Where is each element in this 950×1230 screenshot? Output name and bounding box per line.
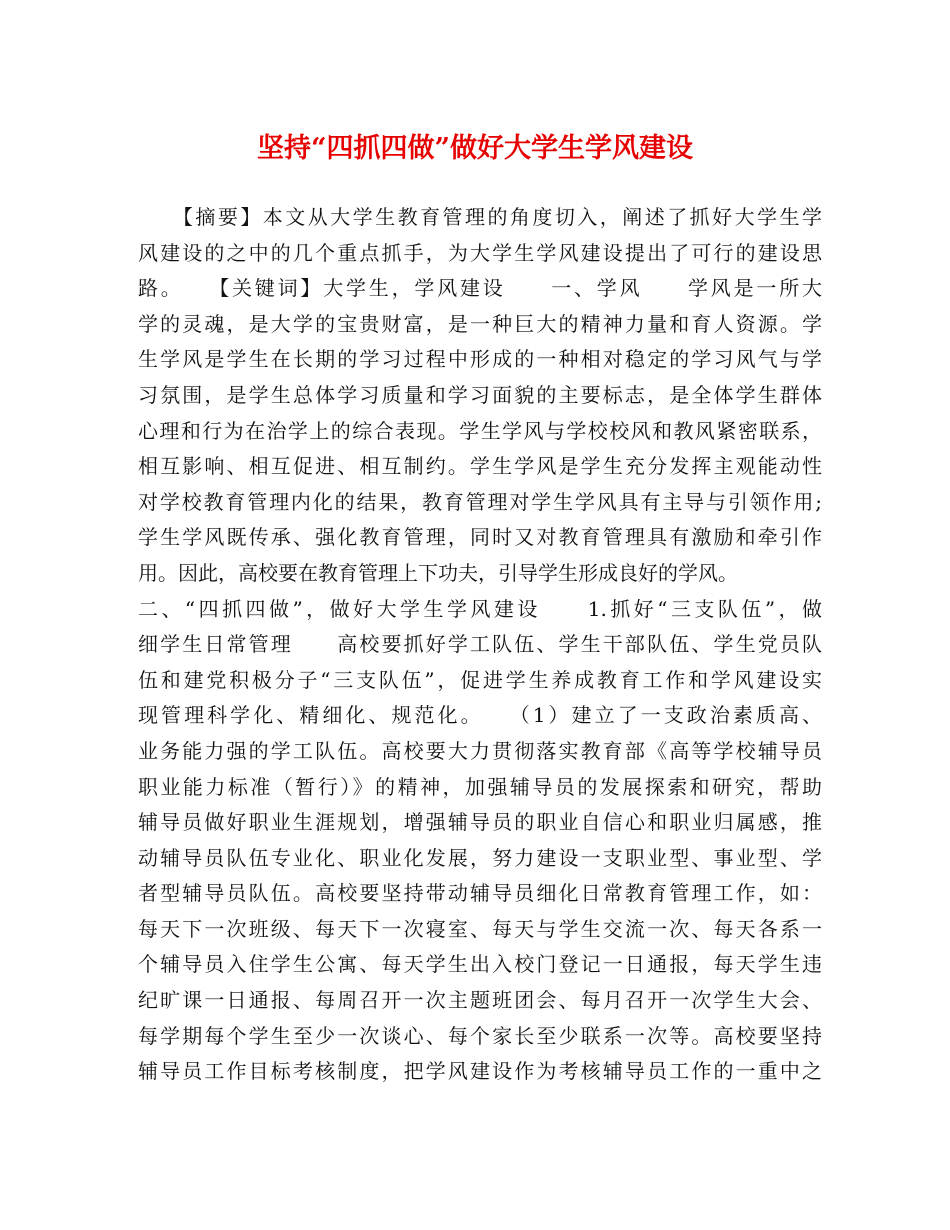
body-line: 生学风是学生在长期的学习过程中形成的一种相对稳定的学习风气与学 [138, 347, 822, 372]
body-line: 对学校教育管理内化的结果，教育管理对学生学风具有主导与引领作用; [138, 489, 822, 514]
body-line: 二、“四抓四做”，做好大学生学风建设 1.抓好“三支队伍”，做 [138, 596, 822, 621]
body-line: 风建设的之中的几个重点抓手，为大学生学风建设提出了可行的建设思 [138, 240, 822, 265]
body-line: 每天下一次班级、每天下一次寝室、每天与学生交流一次、每天各系一 [138, 916, 822, 941]
body-line: 心理和行为在治学上的综合表现。学生学风与学校校风和教风紧密联系， [138, 418, 822, 443]
body-line: 辅导员工作目标考核制度，把学风建设作为考核辅导员工作的一重中之 [138, 1059, 822, 1084]
body-line: 习氛围，是学生总体学习质量和学习面貌的主要标志，是全体学生群体 [138, 382, 822, 407]
body-line: 动辅导员队伍专业化、职业化发展，努力建设一支职业型、事业型、学 [138, 845, 822, 870]
body-line: 每学期每个学生至少一次谈心、每个家长至少联系一次等。高校要坚持 [138, 1023, 822, 1048]
body-line: 个辅导员入住学生公寓、每天学生出入校门登记一日通报，每天学生违 [138, 952, 822, 977]
body-line: 学生学风既传承、强化教育管理，同时又对教育管理具有激励和牵引作 [138, 525, 822, 550]
body-line: 路。 【关键词】大学生，学风建设 一、学风 学风是一所大 [138, 276, 822, 301]
body-line: 相互影响、相互促进、相互制约。学生学风是学生充分发挥主观能动性 [138, 454, 822, 479]
body-line: 用。因此，高校要在教育管理上下功夫，引导学生形成良好的学风。 [138, 560, 738, 585]
body-line: 纪旷课一日通报、每周召开一次主题班团会、每月召开一次学生大会、 [138, 988, 822, 1013]
body-line: 业务能力强的学工队伍。高校要大力贯彻落实教育部《高等学校辅导员 [138, 738, 822, 763]
body-line: 学的灵魂，是大学的宝贵财富，是一种巨大的精神力量和育人资源。学 [138, 311, 822, 336]
document-title: 坚持“四抓四做”做好大学生学风建设 [256, 133, 694, 164]
body-line: 【摘要】本文从大学生教育管理的角度切入，阐述了抓好大学生学 [138, 205, 822, 229]
body-line: 现管理科学化、精细化、规范化。 （1）建立了一支政治素质高、 [138, 703, 822, 728]
body-line: 伍和建党积极分子“三支队伍”，促进学生养成教育工作和学风建设实 [138, 667, 822, 692]
body-line: 者型辅导员队伍。高校要坚持带动辅导员细化日常教育管理工作，如： [138, 881, 822, 906]
body-line: 细学生日常管理 高校要抓好学工队伍、学生干部队伍、学生党员队 [138, 632, 822, 657]
document-body [138, 200, 822, 1090]
body-line: 辅导员做好职业生涯规划，增强辅导员的职业自信心和职业归属感，推 [138, 810, 822, 835]
body-line: 职业能力标准（暂行）》的精神，加强辅导员的发展探索和研究，帮助 [138, 774, 822, 799]
